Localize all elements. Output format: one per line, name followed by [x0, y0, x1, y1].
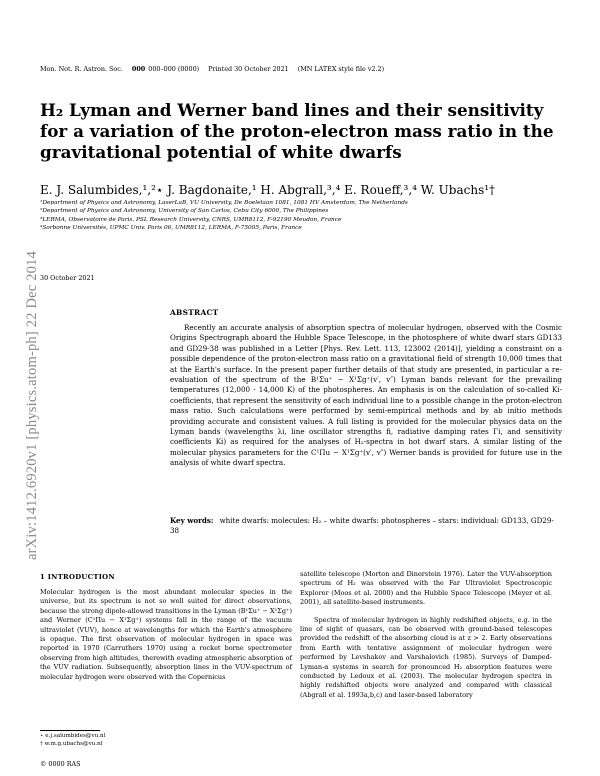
footnote-divider — [40, 730, 100, 731]
keywords-label: Key words: — [170, 516, 214, 525]
section-heading-introduction: 1 INTRODUCTION — [40, 573, 115, 581]
intro-left-column — [40, 588, 292, 682]
footnote-corresponding-1: ⋆ e.j.salumbides@vu.nl — [40, 733, 106, 739]
copyright-notice: © 0000 RAS — [40, 760, 81, 768]
arxiv-sidebar — [4, 140, 44, 560]
arxiv-identifier[interactable]: arXiv:1412.6920v1 [physics.atom-ph] 22 Dec 2014 — [24, 250, 40, 560]
paper-title: H₂ Lyman and Werner band lines and their sensitivity for a variation of the proton-electron mass ratio in the gravitational potential of white dwarfs — [40, 100, 554, 162]
printed-date: Printed 30 October 2021 — [208, 65, 289, 73]
affiliations — [40, 199, 560, 233]
journal-name: Mon. Not. R. Astron. Soc. — [40, 65, 123, 73]
abstract-body: Recently an accurate analysis of absorption spectra of molecular hydrogen, observed with the Cosmic Origins Spectrograph aboard the Hubble Space Telescope, in the photosphere of white dwarf stars GD133 and GD29-38 was published in a Letter [Phys. Rev. Lett. 113, 123002 (2014)], yielding a constraint on a possible dependence of the proton-electron mass ratio on a gravitational field of strength 10,000 times that at the Earth's surface. In the present paper further details of that study are presented, in particular a re-evaluation of the spectrum of the B¹Σu⁺ − X¹Σg⁺(v′, v″) Lyman bands relevant for the prevailing temperatures (12,000 - 14,000 K) of the photospheres. An emphasis is on the calculation of so-called Ki-coefficients, that represent the sensitivity of each individual line to a possible change in the proton-electron mass ratio. Such calculations were performed by semi-empirical methods and by ab initio methods providing accurate and consistent values. A full listing is provided for the molecular physics data on the Lyman bands (wavelengths λi, line oscillator strengths fi, radiative damping rates Γi, and sensitivity coefficients Ki) as required for the analyses of H₂-spectra in hot dwarf stars. A similar listing of the molecular physics parameters for the C¹Πu − X¹Σg⁺(v′, v″) Werner bands is provided for future use in the analysis of white dwarf spectra. — [170, 323, 562, 468]
affiliation-2: ²Department of Physics and Astronomy, University of San Carlos, Cebu City 6000, The Philippines — [40, 208, 329, 215]
affiliation-1: ¹Department of Physics and Astronomy, LaserLaB, VU University, De Boelelaan 1081, 1081 HV Amsterdam, The Netherlands — [40, 200, 408, 206]
footnote-corresponding-2: † w.m.g.ubachs@vu.nl — [40, 741, 103, 747]
author-list: E. J. Salumbides,¹,²⋆ J. Bagdonaite,¹ H. Abgrall,³,⁴ E. Roueff,³,⁴ W. Ubachs¹† — [40, 183, 496, 197]
style-file: (MN LATEX style file v2.2) — [297, 65, 385, 73]
abstract-heading: ABSTRACT — [170, 308, 219, 317]
keywords-list: white dwarfs: molecules: H₂ – white dwarfs: photospheres – stars: individual: GD133, GD29-38 — [170, 516, 554, 536]
journal-volume: 000 — [131, 65, 146, 73]
intro-paragraph-3: Spectra of molecular hydrogen in highly redshifted objects, e.g. in the line of sight of quasars, can be observed with ground-based telescopes provided the redshift of the absorbing cloud is at z > 2. Early observations from Earth with tentative assignment of molecular hydrogen were performed by Levshakov and Varshalovich (1985). Surveys of Damped-Lyman-α systems in search for pronounced H₂ absorption features were conducted by Ledoux et al. (2003). The molecular hydrogen spectra in highly redshifted objects were analyzed and compared with classical (Abgrall et al. 1993a,b,c) and laser-based laboratory — [300, 615, 552, 699]
footnotes — [40, 732, 105, 748]
intro-paragraph-2: satellite telescope (Morton and Dinerstein 1976). Later the VUV-absorption spectrum of H₂ was observed with the Far Ultraviolet Spectroscopic Explorer (Moos et al. 2000) and the Hubble Space Telescope (Meyer et al. 2001), all satellite-based instruments. — [300, 570, 552, 607]
keywords — [170, 516, 562, 537]
affiliation-4: ⁴Sorbonne Universités, UPMC Univ. Paris 06, UMR8112, LERMA, F-75005, Paris, France — [40, 225, 302, 232]
paper-date: 30 October 2021 — [40, 274, 95, 282]
intro-paragraph-1: Molecular hydrogen is the most abundant molecular species in the universe, but its spectrum is not so well suited for direct observations, because the strong dipole-allowed transitions in the Lyman (B¹Σu⁺ − X¹Σg⁺) and Werner (C¹Πu − X¹Σg⁺) systems fall in the range of the vacuum ultraviolet (VUV), hence at wavelengths for which the Earth's atmosphere is opaque. The first observation of molecular hydrogen in space was reported in 1970 (Carruthers 1970) using a rocket borne spectrometer observing from high altitudes, therewith evading atmospheric absorption of the VUV radiation. Subsequently, absorption lines in the VUV-spectrum of molecular hydrogen were observed with the Copernicus — [40, 588, 292, 681]
journal-pages: 000–000 (0000) — [148, 65, 200, 73]
running-header — [40, 65, 393, 73]
affiliation-3: ³LERMA, Observatoire de Paris, PSL Research University, CNRS, UMR8112, F-92190 Meudon, France — [40, 216, 342, 223]
intro-right-column — [300, 570, 552, 700]
